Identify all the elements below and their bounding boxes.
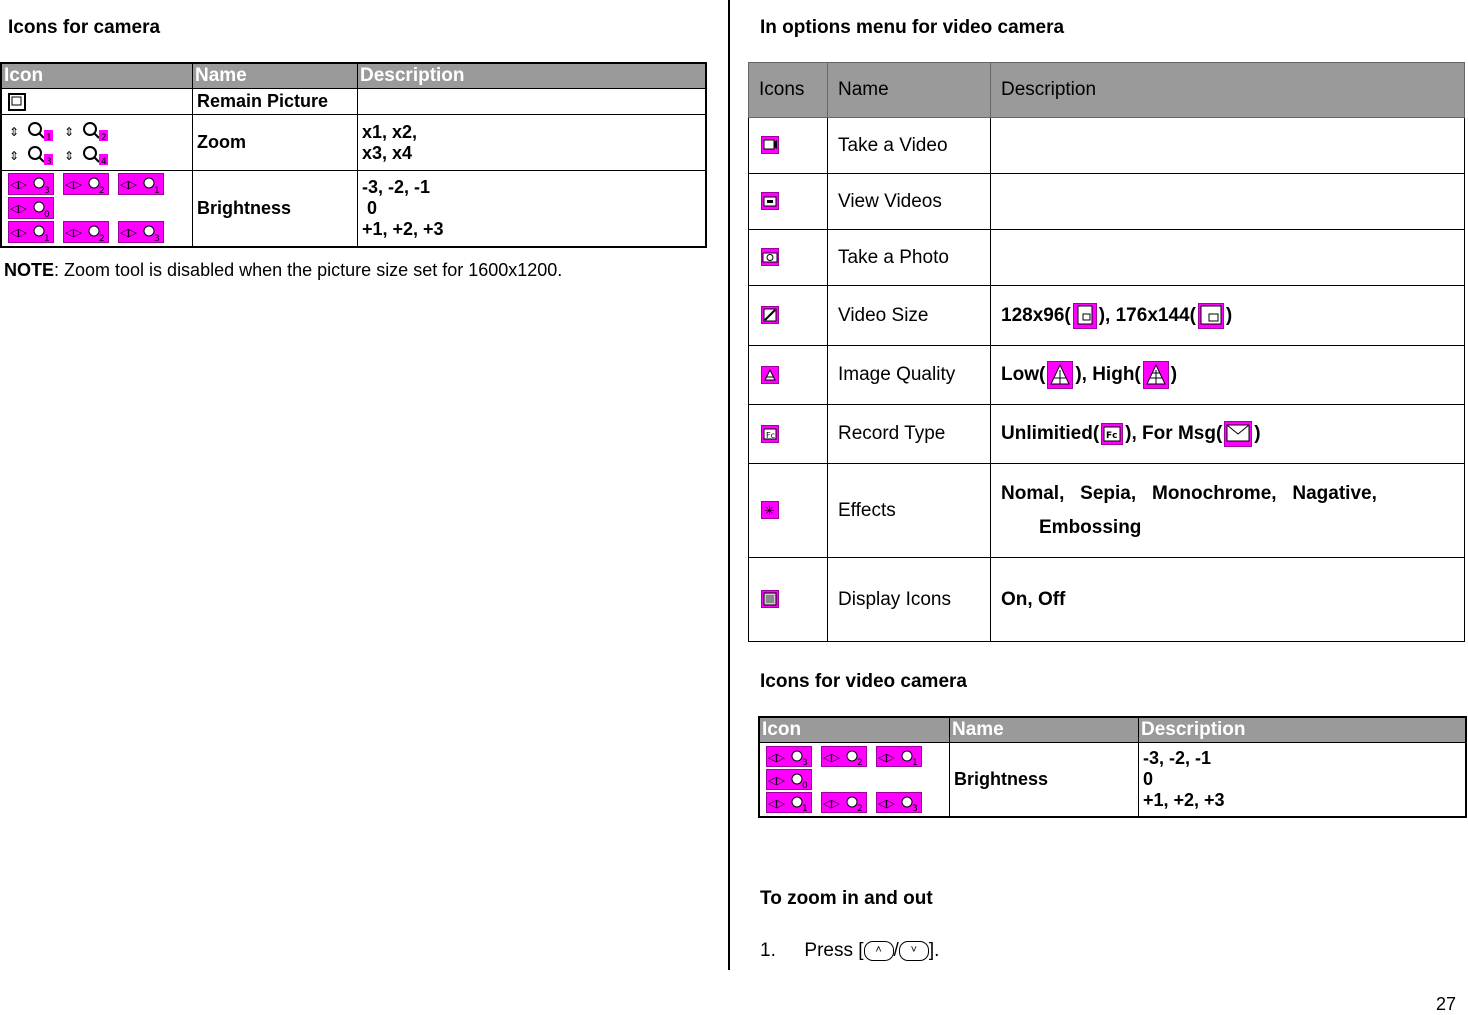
col-header-icon: Icon	[759, 717, 950, 743]
name-cell: Take a Photo	[828, 230, 991, 286]
svg-text:2: 2	[857, 803, 863, 812]
table-header-row	[749, 63, 1465, 118]
table-row	[1, 115, 706, 171]
size-128x96-icon	[1073, 303, 1097, 329]
svg-text:◁▷: ◁▷	[65, 178, 82, 192]
name-cell: Effects	[828, 464, 991, 558]
desc-part: ), For Msg(	[1125, 423, 1223, 445]
name-cell: Remain Picture	[193, 89, 358, 115]
brightness-minus1-icon	[118, 173, 164, 195]
brightness-minus1-icon	[876, 746, 922, 767]
name-cell: Record Type	[828, 405, 991, 464]
desc-cell	[991, 286, 1465, 346]
icon-cell	[749, 464, 828, 558]
col-header-name: Name	[950, 717, 1139, 743]
camera-icons-table	[0, 62, 707, 248]
desc-cell	[1139, 743, 1467, 817]
step-number: 1.	[760, 940, 776, 961]
table-row	[749, 286, 1465, 346]
svg-text:2: 2	[101, 132, 107, 142]
brightness-plus3-icon	[876, 792, 922, 813]
brightness-minus2-icon	[63, 173, 109, 195]
size-176x144-icon	[1198, 303, 1224, 329]
table-row	[1, 171, 706, 247]
table-row	[749, 230, 1465, 286]
table-row	[749, 558, 1465, 642]
icon-cell	[749, 346, 828, 405]
down-key-icon: ˅	[899, 941, 929, 961]
desc-cell: On, Off	[991, 558, 1465, 642]
icon-cell	[749, 558, 828, 642]
desc-line: Nomal, Sepia, Monochrome, Nagative,	[1001, 482, 1377, 504]
svg-text:3: 3	[44, 186, 50, 195]
remain-picture-icon	[8, 93, 26, 111]
desc-line: -3, -2, -1	[362, 176, 431, 197]
name-cell: Image Quality	[828, 346, 991, 405]
table-header-row	[1, 63, 706, 89]
icon-cell	[1, 115, 193, 171]
zoom-instructions-heading: To zoom in and out	[760, 888, 933, 909]
svg-text:2: 2	[99, 234, 105, 243]
desc-line: 0	[362, 197, 378, 218]
svg-text:⇕: ⇕	[9, 124, 20, 139]
table-row	[759, 743, 1466, 817]
svg-text:0: 0	[802, 780, 808, 789]
record-type-icon	[761, 425, 779, 443]
video-options-heading: In options menu for video camera	[760, 17, 1065, 38]
table-header-row	[759, 717, 1466, 743]
zoom-x2-icon	[63, 120, 109, 142]
svg-text:◁▷: ◁▷	[878, 796, 895, 810]
desc-line: x3, x4	[362, 142, 413, 163]
svg-text:⇕: ⇕	[64, 148, 75, 163]
svg-text:◁▷: ◁▷	[10, 226, 27, 240]
effects-icon	[761, 501, 779, 519]
svg-text:◁▷: ◁▷	[878, 750, 895, 764]
svg-text:◁▷: ◁▷	[10, 202, 27, 216]
name-cell: Zoom	[193, 115, 358, 171]
brightness-plus2-icon	[63, 221, 109, 243]
desc-line: +1, +2, +3	[362, 218, 444, 239]
table-row	[749, 118, 1465, 174]
brightness-zero-icon	[766, 769, 812, 790]
column-divider	[728, 0, 730, 970]
svg-text:⇕: ⇕	[9, 148, 20, 163]
svg-text:◁▷: ◁▷	[823, 796, 840, 810]
table-row	[749, 174, 1465, 230]
svg-text:3: 3	[802, 757, 808, 766]
icon-cell	[749, 174, 828, 230]
note-text: : Zoom tool is disabled when the picture size set for 1600x1200.	[54, 260, 563, 280]
name-cell: Display Icons	[828, 558, 991, 642]
table-row	[1, 89, 706, 115]
brightness-zero-icon	[8, 197, 54, 219]
desc-part: )	[1170, 364, 1178, 386]
svg-text:3: 3	[912, 803, 918, 812]
name-cell: Take a Video	[828, 118, 991, 174]
svg-text:◁▷: ◁▷	[10, 178, 27, 192]
svg-text:3: 3	[46, 156, 52, 166]
svg-text:◁▷: ◁▷	[120, 226, 137, 240]
desc-part: ), High(	[1075, 364, 1141, 386]
col-header-name: Name	[193, 63, 358, 89]
quality-high-icon	[1143, 361, 1169, 389]
image-quality-icon	[761, 366, 779, 384]
desc-part: )	[1225, 304, 1233, 326]
svg-text:4: 4	[101, 156, 107, 166]
svg-text:Fc: Fc	[1106, 431, 1118, 441]
up-key-icon: ˄	[864, 941, 894, 961]
icon-cell	[749, 405, 828, 464]
svg-text:⇕: ⇕	[64, 124, 75, 139]
svg-text:1: 1	[912, 757, 918, 766]
quality-low-icon	[1047, 361, 1073, 389]
note-label: NOTE	[4, 260, 55, 280]
name-cell: Video Size	[828, 286, 991, 346]
desc-cell	[358, 115, 707, 171]
icon-cell	[1, 171, 193, 247]
desc-cell	[991, 230, 1465, 286]
video-icons-heading: Icons for video camera	[760, 671, 967, 692]
table-row	[749, 464, 1465, 558]
svg-text:◁▷: ◁▷	[120, 178, 137, 192]
desc-line: 0	[1143, 768, 1154, 789]
brightness-plus1-icon	[8, 221, 54, 243]
svg-text:◁▷: ◁▷	[823, 750, 840, 764]
brightness-plus1-icon	[766, 792, 812, 813]
svg-text:0: 0	[44, 210, 50, 219]
desc-line: x1, x2,	[362, 121, 418, 142]
name-cell: Brightness	[950, 743, 1139, 817]
desc-part: Unlimitied(	[1001, 423, 1100, 445]
icon-cell	[759, 743, 950, 817]
desc-cell	[991, 174, 1465, 230]
name-cell: Brightness	[193, 171, 358, 247]
desc-cell	[358, 171, 707, 247]
desc-line: -3, -2, -1	[1143, 747, 1212, 768]
brightness-minus3-icon	[766, 746, 812, 767]
table-row	[749, 405, 1465, 464]
name-cell: View Videos	[828, 174, 991, 230]
brightness-minus3-icon	[8, 173, 54, 195]
svg-text:2: 2	[99, 186, 105, 195]
col-header-description: Description	[1139, 717, 1467, 743]
col-header-description: Description	[358, 63, 707, 89]
desc-part: Low(	[1001, 364, 1046, 386]
record-unlimited-icon	[1101, 423, 1123, 445]
step-text: ].	[928, 940, 940, 961]
svg-text:◁▷: ◁▷	[768, 773, 785, 787]
svg-text:1: 1	[802, 803, 808, 812]
zoom-step-1	[760, 940, 939, 962]
zoom-note	[4, 260, 562, 281]
col-header-icons: Icons	[749, 63, 828, 118]
desc-line: +1, +2, +3	[1143, 789, 1225, 810]
icon-cell	[1, 89, 193, 115]
svg-text:Fc: Fc	[766, 430, 775, 440]
icon-cell	[749, 230, 828, 286]
svg-text:◁▷: ◁▷	[768, 750, 785, 764]
desc-cell	[991, 464, 1465, 558]
video-size-icon	[761, 306, 779, 324]
svg-text:1: 1	[154, 186, 160, 195]
icon-cell	[749, 286, 828, 346]
take-photo-icon	[761, 248, 779, 266]
desc-cell	[358, 89, 707, 115]
record-for-msg-icon	[1224, 421, 1252, 447]
table-row	[749, 346, 1465, 405]
desc-part: 128x96(	[1001, 304, 1071, 326]
zoom-x3-icon	[8, 144, 54, 166]
take-video-icon	[761, 136, 779, 154]
step-text: Press [	[804, 940, 864, 961]
brightness-minus2-icon	[821, 746, 867, 767]
step-separator: /	[893, 940, 899, 961]
brightness-plus2-icon	[821, 792, 867, 813]
camera-icons-heading: Icons for camera	[8, 17, 161, 38]
svg-text:2: 2	[857, 757, 863, 766]
zoom-x4-icon	[63, 144, 109, 166]
zoom-x1-icon	[8, 120, 54, 142]
display-icons-icon	[761, 590, 779, 608]
icon-cell	[749, 118, 828, 174]
svg-text:1: 1	[46, 132, 52, 142]
brightness-plus3-icon	[118, 221, 164, 243]
svg-text:1: 1	[44, 234, 50, 243]
desc-part: ), 176x144(	[1098, 304, 1196, 326]
page-number: 27	[1435, 994, 1456, 1014]
col-header-description: Description	[991, 63, 1465, 118]
col-header-icon: Icon	[1, 63, 193, 89]
view-videos-icon	[761, 192, 779, 210]
video-icons-table	[758, 716, 1467, 818]
svg-text:✳: ✳	[764, 504, 775, 519]
svg-text:◁▷: ◁▷	[768, 796, 785, 810]
desc-line: Embossing	[1039, 516, 1142, 538]
svg-text:◁▷: ◁▷	[65, 226, 82, 240]
col-header-name: Name	[828, 63, 991, 118]
video-options-table	[748, 62, 1465, 642]
svg-text:3: 3	[154, 234, 160, 243]
desc-cell	[991, 346, 1465, 405]
desc-part: )	[1254, 423, 1261, 445]
desc-cell	[991, 405, 1465, 464]
desc-cell	[991, 118, 1465, 174]
